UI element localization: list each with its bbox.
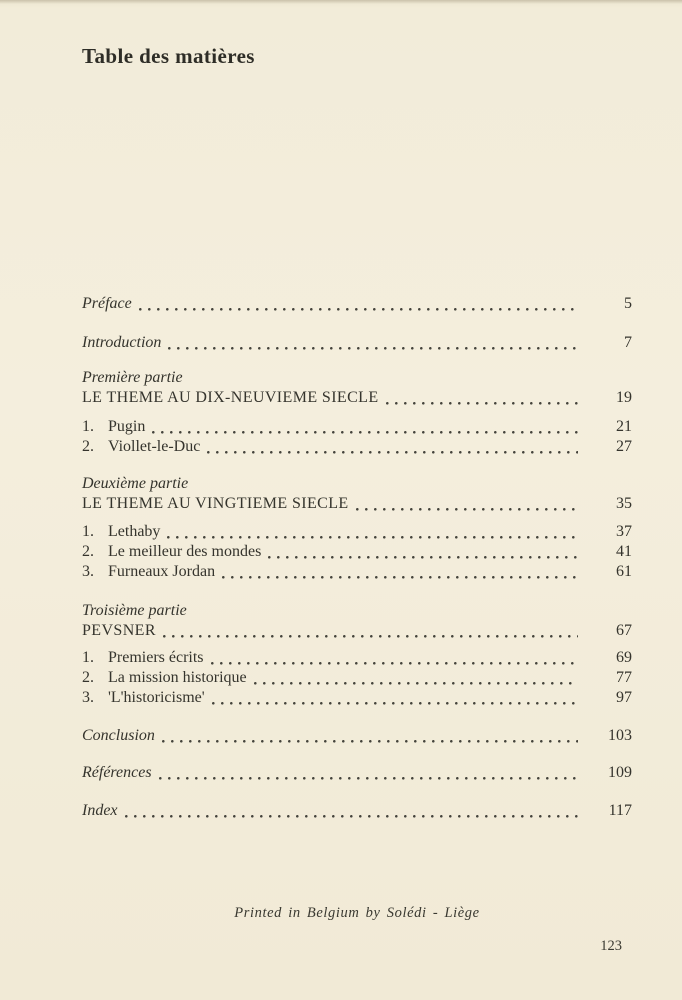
toc-entry-page: 97: [616, 689, 632, 706]
dot-leader: [125, 815, 578, 818]
dot-leader: [152, 431, 578, 434]
toc-entry-label: Références: [82, 764, 152, 781]
toc-entry-page: 41: [616, 543, 632, 560]
toc-item-label: Furneaux Jordan: [108, 563, 216, 580]
toc-item: [82, 542, 632, 562]
toc-item: [82, 562, 632, 582]
toc-item-number: 1.: [82, 649, 94, 666]
dot-leader: [167, 536, 578, 539]
toc-entry-introduction: [82, 333, 632, 353]
toc-entry-page: 103: [608, 727, 632, 744]
toc-entry-preface: [82, 294, 632, 314]
dot-leader: [356, 508, 578, 511]
toc-part-items: [82, 417, 632, 457]
dot-leader: [222, 576, 578, 579]
toc-entry-label: Préface: [82, 295, 132, 312]
dot-leader: [386, 402, 578, 405]
toc-part-heading-row: [82, 621, 632, 641]
toc-part-label: Troisième partie: [82, 602, 187, 619]
toc-item: [82, 668, 632, 688]
toc-item-number: 3.: [82, 563, 94, 580]
toc-entry-page: 117: [608, 802, 632, 819]
toc-item-label: 'L'historicisme': [108, 689, 205, 706]
toc-item-label: Pugin: [108, 418, 146, 435]
toc-part-heading-row: [82, 494, 632, 514]
toc-entry-page: 27: [616, 438, 632, 455]
toc-item: [82, 522, 632, 542]
toc-part-heading: LE THEME AU VINGTIEME SIECLE: [82, 495, 349, 512]
toc-entry-page: 77: [616, 669, 632, 686]
toc-part-3: [82, 601, 632, 708]
toc-entry-references: [82, 763, 632, 783]
dot-leader: [162, 740, 578, 743]
toc-part-label: Deuxième partie: [82, 475, 189, 492]
toc-item-number: 2.: [82, 543, 94, 560]
toc-item: [82, 437, 632, 457]
toc-item-label: Viollet-le-Duc: [108, 438, 201, 455]
toc-entry-page: 5: [624, 295, 632, 312]
toc-entry-page: 67: [616, 622, 632, 639]
toc-item-label: Le meilleur des mondes: [108, 543, 262, 560]
toc-part-2: [82, 474, 632, 582]
toc-item-number: 2.: [82, 669, 94, 686]
toc-entry-page: 109: [608, 764, 632, 781]
toc-part-label: Première partie: [82, 369, 183, 386]
toc-item: [82, 417, 632, 437]
toc-item: [82, 648, 632, 668]
toc-part-items: [82, 648, 632, 708]
toc-item-number: 2.: [82, 438, 94, 455]
table-of-contents: [82, 294, 632, 821]
toc-entry-page: 19: [616, 389, 632, 406]
toc-item-label: La mission historique: [108, 669, 247, 686]
dot-leader: [211, 662, 578, 665]
toc-item-number: 3.: [82, 689, 94, 706]
toc-item: [82, 688, 632, 708]
dot-leader: [212, 702, 578, 705]
toc-part-items: [82, 522, 632, 582]
dot-leader: [139, 308, 578, 311]
toc-entry-page: 69: [616, 649, 632, 666]
toc-item-number: 1.: [82, 523, 94, 540]
printer-imprint: Printed in Belgium by Solédi - Liège: [234, 905, 480, 921]
toc-part-1: [82, 368, 632, 457]
folio-page-number: 123: [600, 938, 622, 954]
toc-part-heading: LE THEME AU DIX-NEUVIEME SIECLE: [82, 389, 379, 406]
toc-part-heading-row: [82, 388, 632, 408]
toc-entry-page: 37: [616, 523, 632, 540]
toc-item-label: Premiers écrits: [108, 649, 204, 666]
toc-entry-conclusion: [82, 726, 632, 746]
toc-entry-page: 35: [616, 495, 632, 512]
dot-leader: [168, 347, 578, 350]
toc-entry-label: Conclusion: [82, 727, 155, 744]
toc-entry-page: 61: [616, 563, 632, 580]
toc-entry-label: Introduction: [82, 334, 162, 351]
dot-leader: [254, 682, 578, 685]
dot-leader: [163, 635, 578, 638]
toc-item-label: Lethaby: [108, 523, 161, 540]
toc-entry-label: Index: [82, 802, 118, 819]
toc-entry-page: 7: [624, 334, 632, 351]
toc-item-number: 1.: [82, 418, 94, 435]
toc-entry-index: [82, 801, 632, 821]
page-title: Table des matières: [82, 44, 255, 68]
toc-part-heading: PEVSNER: [82, 622, 156, 639]
toc-entry-page: 21: [616, 418, 632, 435]
dot-leader: [268, 556, 578, 559]
dot-leader: [207, 451, 578, 454]
dot-leader: [159, 777, 578, 780]
